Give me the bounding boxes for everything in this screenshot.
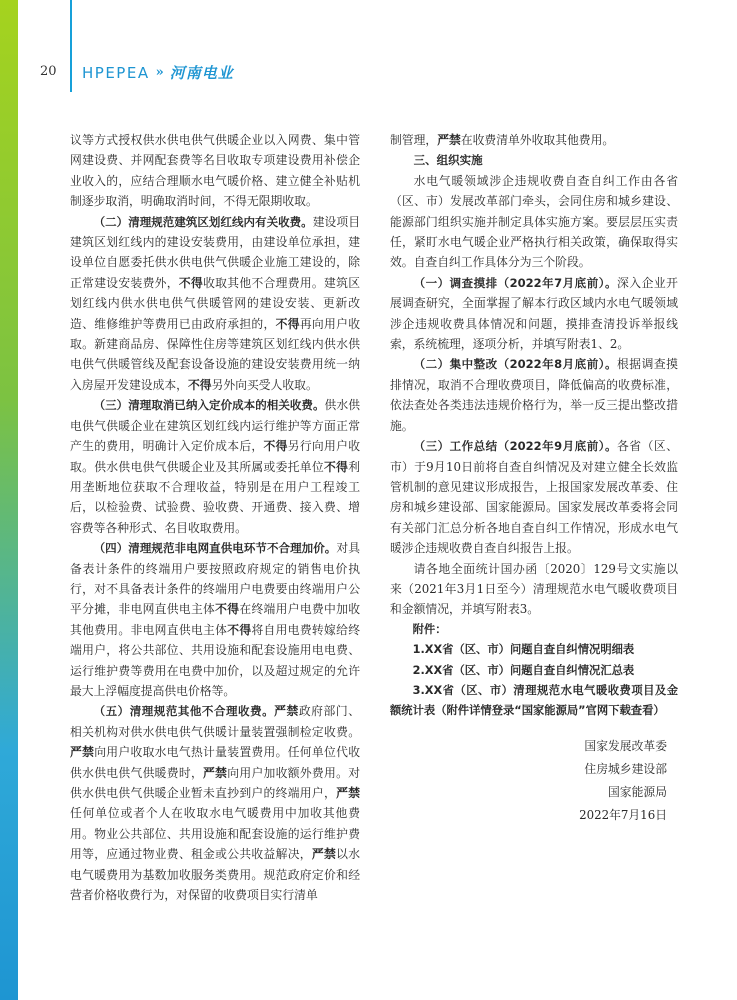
stage-heading: （二）集中整改（2022年8月底前）。 bbox=[413, 357, 617, 372]
paragraph: （四）清理规范非电网直供电环节不合理加价。对具备表计条件的终端用户要按照政府规定的销售电价执行，对不具备表计条件的终端用户电费要由终端用户公平分摊，非电网直供电主体不得在终端用户电费中加收其他费用。非电网直供电主体不得将自用电费转嫁给终端用户，将公共部位、共用设施和配套设施用电电费、运行维护费等费用在电费中加价，以及超过规定的允许最大上浮幅度提高供电价格等。 bbox=[70, 541, 360, 698]
signatory: 国家发展改革委 bbox=[584, 739, 667, 753]
paragraph: （二）集中整改（2022年8月底前）。根据调查摸排情况，取消不合理收费项目，降低偏高的收费标准，依法查处各类违法违规价格行为，举一反三提出整改措施。 bbox=[390, 357, 678, 433]
paragraph: （五）清理规范其他不合理收费。严禁政府部门、相关机构对供水供电供气供暖计量装置强制检定收费。严禁向用户收取水电气热计量装置费用。任何单位代收供水供电供气供暖费时，严禁向用户加收额外费用。对供水供电供气供暖企业暂未直抄到户的终端用户，严禁任何单位或者个人在收取水电气暖费用中加收其他费用。物业公共部位、共用设施和配套设施的运行维护费用等，应通过物业费、租金或公共收益解决，严禁以水电气暖费用为基数加收服务类费用。规范政府定价和经营者价格收费行为，对保留的收费项目实行清单 bbox=[70, 704, 360, 903]
paragraph: （三）清理取消已纳入定价成本的相关收费。供水供电供气供暖企业在建筑区划红线内运行维护等方面正常产生的费用，明确计入定价成本后，不得另行向用户收取。供水供电供气供暖企业及其所属或委托单位不得利用垄断地位获取不合理收益，特别是在用户工程竣工后，以检验费、试验费、验收费、开通费、接入费、增容费等各种形式、名目收取费用。 bbox=[70, 398, 360, 535]
logo-separator: » bbox=[155, 65, 164, 80]
magazine-logo bbox=[82, 62, 234, 83]
attachment-item: 1.XX省（区、市）问题自查自纠情况明细表 bbox=[412, 643, 635, 657]
paragraph: 请各地全面统计国办函〔2020〕129号文实施以来（2021年3月1日至今）清理规范水电气暖收费项目和金额情况，并填写附表3。 bbox=[390, 561, 678, 617]
attachments-label: 附件： bbox=[412, 622, 447, 636]
header-rule bbox=[70, 0, 72, 92]
logo-cn: 河南电业 bbox=[169, 64, 234, 82]
section-heading: （三）清理取消已纳入定价成本的相关收费。 bbox=[93, 398, 325, 413]
signature-date: 2022年7月16日 bbox=[579, 808, 667, 822]
paragraph: 制管理，严禁在收费清单外收取其他费用。 bbox=[390, 133, 615, 147]
paragraph: 水电气暖领域涉企违规收费自查自纠工作由各省（区、市）发展改革部门牵头，会同住房和城乡建设、能源部门组织实施并制定具体实施方案。要层层压实责任，紧盯水电气暖企业严格执行相关政策，确保取得实效。自查自纠工作具体分为三个阶段。 bbox=[390, 173, 678, 270]
color-spine bbox=[0, 0, 18, 1000]
page-number: 20 bbox=[40, 64, 57, 79]
stage-heading: （一）调查摸排（2022年7月底前）。 bbox=[413, 275, 617, 290]
paragraph: （一）调查摸排（2022年7月底前）。深入企业开展调查研究，全面掌握了解本行政区域内水电气暖领域涉企违规收费具体情况和问题，摸排查清投诉举报线索，系统梳理，逐项分析，并填写附表1、2。 bbox=[390, 275, 678, 352]
signature-block bbox=[579, 735, 667, 827]
stage-heading: （三）工作总结（2022年9月底前）。 bbox=[413, 439, 617, 454]
section-title: 三、组织实施 bbox=[413, 153, 483, 168]
right-column bbox=[390, 130, 678, 722]
attachment-item: 3.XX省（区、市）清理规范水电气暖收费项目及金额统计表（附件详情登录“国家能源局”官网下载查看） bbox=[390, 683, 678, 718]
paragraph: （二）清理规范建筑区划红线内有关收费。建设项目建筑区划红线内的建设安装费用，由建设单位承担，建设单位自愿委托供水供电供气供暖企业施工建设的，除正常建设安装费外，不得收取其他不合理费用。建筑区划红线内供水供电供气供暖管网的建设安装、更新改造、维修维护等费用已由政府承担的，不得再向用户收取。新建商品房、保障性住房等建筑区划红线内供水供电供气供暖管线及配套设备设施的建设安装费用统一纳入房屋开发建设成本，不得另外向买受人收取。 bbox=[70, 214, 360, 392]
signatory: 国家能源局 bbox=[608, 785, 667, 799]
section-heading: （四）清理规范非电网直供电环节不合理加价。 bbox=[93, 541, 337, 556]
paragraph: 议等方式授权供水供电供气供暖企业以入网费、集中管网建设费、并网配套费等名目收取专项建设费用补偿企业收入的，应结合理顺水电气暖价格、建立健全补贴机制逐步取消，明确取消时间，不得无限期收取。 bbox=[70, 133, 360, 209]
signatory: 住房城乡建设部 bbox=[584, 762, 667, 776]
left-column bbox=[70, 130, 360, 905]
paragraph: （三）工作总结（2022年9月底前）。各省（区、市）于9月10日前将自查自纠情况及对建立健全长效监管机制的意见建议形成报告，上报国家发展改革委、住房和城乡建设部、国家能源局。国家发展改革委将会同有关部门汇总分析各地自查自纠工作情况，形成水电气暖涉企违规收费自查自纠报告上报。 bbox=[390, 439, 678, 556]
section-heading: （五）清理规范其他不合理收费。 bbox=[93, 704, 275, 719]
section-heading: （二）清理规范建筑区划红线内有关收费。 bbox=[93, 214, 313, 229]
attachment-item: 2.XX省（区、市）问题自查自纠情况汇总表 bbox=[412, 663, 635, 677]
logo-en: HPEPEA bbox=[82, 63, 150, 82]
